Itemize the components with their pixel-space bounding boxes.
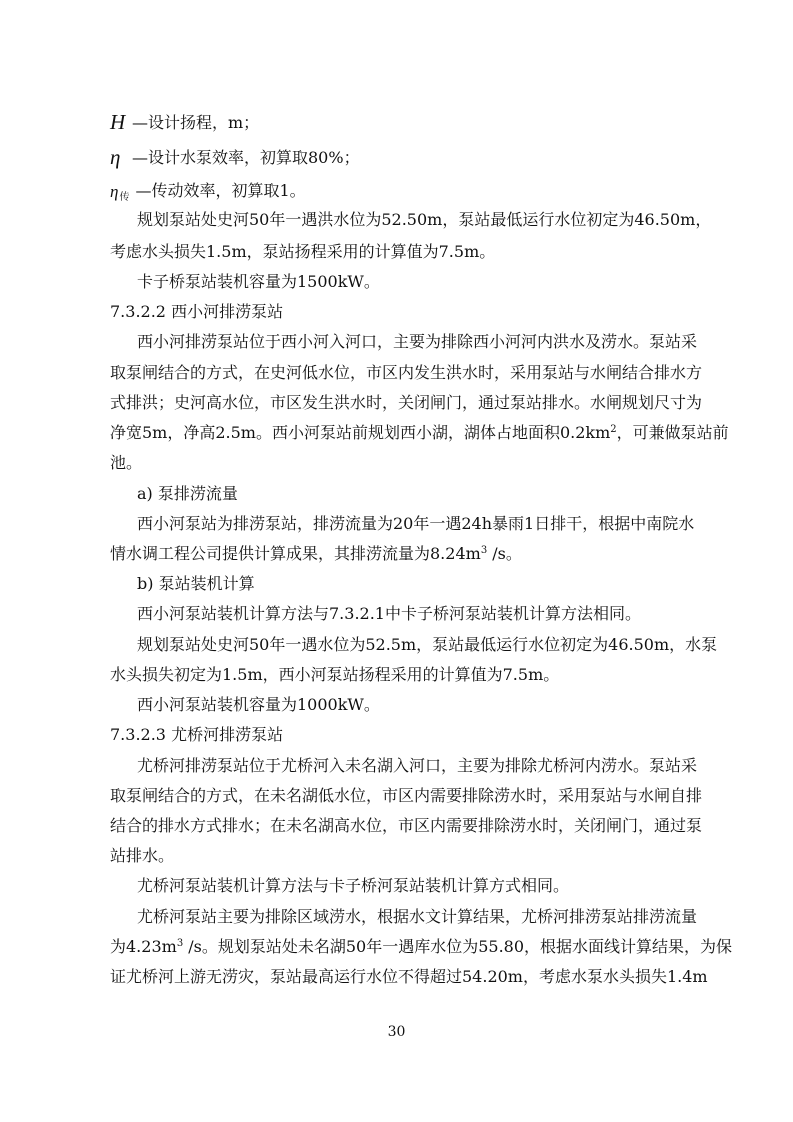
paragraph-line: 站排水。 (110, 846, 175, 865)
paragraph-line: 净宽5m，净高2.5m。西小河泵站前规划西小湖，湖体占地面积$0.2km^2$，可兼做泵站前 (110, 423, 729, 442)
paragraph-line: 证尤桥河上游无涝灾，泵站最高运行水位不得超过54.20m，考虑水泵水头损失1.4m (110, 967, 708, 986)
paragraph-line: 情水调工程公司提供计算成果，其排涝流量为$8.24m^3$ /s。 (110, 544, 522, 563)
section-heading: 7.3.2.3 尤桥河排涝泵站 (110, 725, 284, 744)
paragraph-line: 取泵闸结合的方式，在史河低水位，市区内发生洪水时，采用泵站与水闸结合排水方 (110, 363, 703, 382)
symbol-eta: η (110, 145, 121, 169)
paragraph-line: 取泵闸结合的方式，在未名湖低水位，市区内需要排除涝水时，采用泵站与水闸自排 (110, 786, 703, 805)
subsection-label: b) 泵站装机计算 (137, 574, 255, 593)
paragraph-line: 卡子桥泵站装机容量为1500kW。 (137, 272, 380, 291)
paragraph-line: 尤桥河排涝泵站位于尤桥河入未名湖入河口，主要为排除尤桥河内涝水。泵站采 (137, 756, 698, 775)
paragraph-line: 式排洪；史河高水位，市区发生洪水时，关闭闸门，通过泵站排水。水闸规划尺寸为 (110, 393, 703, 412)
definition-efficiency (110, 145, 693, 170)
paragraph-line: 结合的排水方式排水；在未名湖高水位，市区内需要排除涝水时，关闭闸门，通过泵 (110, 816, 703, 835)
paragraph-line: 为$4.23m^3$ /s。规划泵站处未名湖50年一遇库水位为55.80，根据水面线计算结果，为保 (110, 937, 733, 956)
definition-head (110, 110, 693, 135)
paragraph-line: 尤桥河泵站主要为排除区域涝水，根据水文计算结果，尤桥河排涝泵站排涝流量 (137, 907, 698, 926)
paragraph-line: 西小河泵站装机计算方法与7.3.2.1中卡子桥河泵站装机计算方法相同。 (137, 604, 641, 623)
symbol-eta-transmission: $\eta_传$ (110, 182, 130, 203)
paragraph-line: 西小河泵站装机容量为1000kW。 (137, 695, 380, 714)
paragraph-line: 规划泵站处史河50年一遇水位为52.5m，泵站最低运行水位初定为46.50m，水泵 (137, 635, 718, 654)
subsection-label: a) 泵排涝流量 (137, 484, 238, 503)
paragraph-line: 考虑水头损失1.5m，泵站扬程采用的计算值为7.5m。 (110, 242, 496, 261)
page-number: 30 (387, 1024, 406, 1040)
paragraph-line: 西小河排涝泵站位于西小河入河口，主要为排除西小河河内洪水及涝水。泵站采 (137, 332, 698, 351)
definition-text: —设计扬程，m； (132, 113, 260, 132)
paragraph-line: 池。 (110, 453, 143, 472)
paragraph-line: 水头损失初定为1.5m，西小河泵站扬程采用的计算值为7.5m。 (110, 665, 560, 684)
paragraph-line: 尤桥河泵站装机计算方法与卡子桥河泵站装机计算方式相同。 (137, 876, 570, 895)
symbol-H: H (110, 110, 126, 134)
definition-text: —传动效率，初算取1。 (135, 181, 306, 200)
section-heading: 7.3.2.2 西小河排涝泵站 (110, 302, 284, 321)
paragraph-line: 西小河泵站为排涝泵站，排涝流量为20年一遇24h暴雨1日排干，根据中南院水 (137, 514, 695, 533)
paragraph-line: 规划泵站处史河50年一遇洪水位为52.50m，泵站最低运行水位初定为46.50m， (137, 210, 712, 229)
definition-transmission (110, 179, 693, 210)
definition-text: —设计水泵效率，初算取80%； (132, 148, 360, 167)
